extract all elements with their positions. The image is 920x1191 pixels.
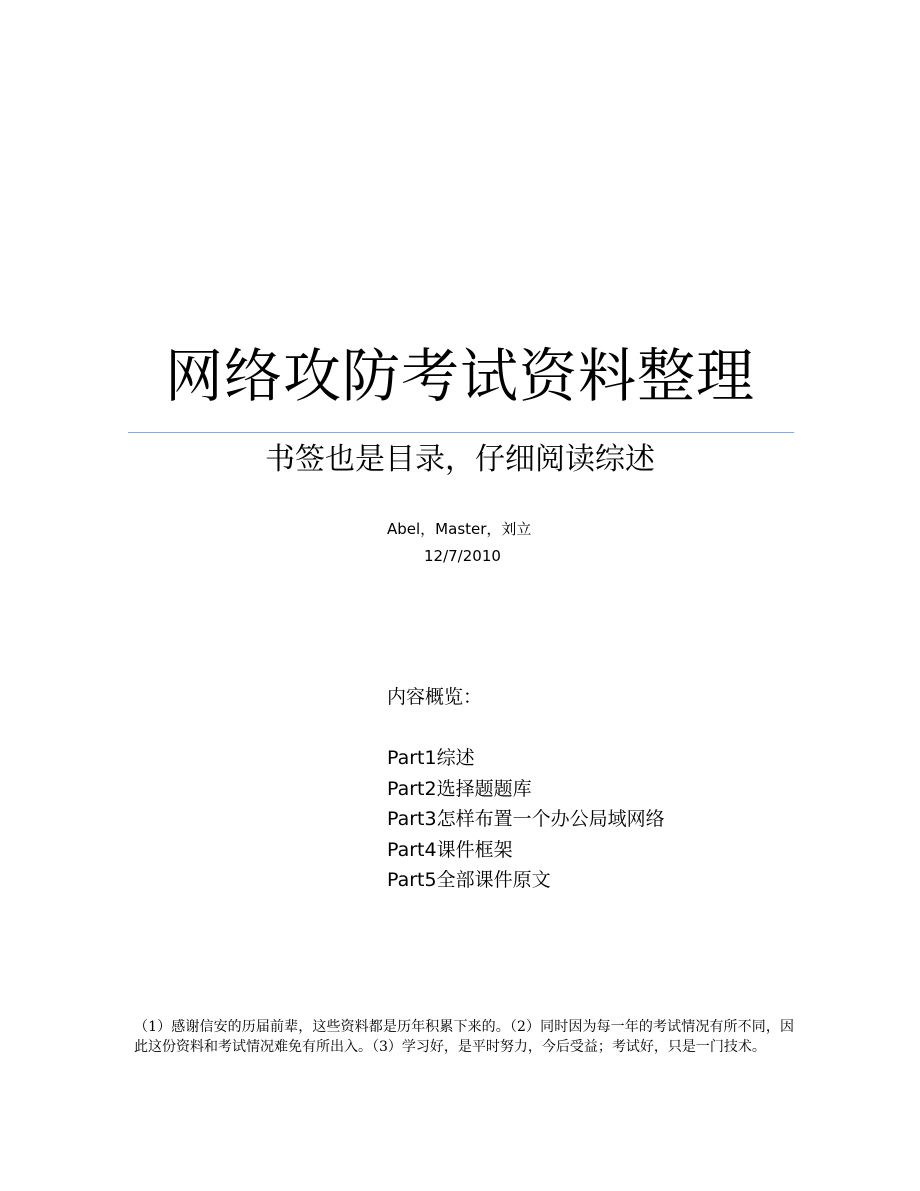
- overview-item-text: 怎样布置一个办公局域网络: [436, 808, 665, 830]
- overview-item-part1: [387, 743, 665, 774]
- overview-item-text: 综述: [436, 747, 475, 769]
- overview-item-text: 全部课件原文: [436, 869, 551, 891]
- document-authors: Abel，Master，刘立: [387, 520, 532, 538]
- overview-item-part-label: Part5: [387, 869, 437, 891]
- overview-item-part-label: Part1: [387, 747, 437, 769]
- document-date: 12/7/2010: [424, 547, 501, 565]
- overview-list: [387, 743, 665, 896]
- document-title: 网络攻防考试资料整理: [164, 342, 755, 410]
- overview-item-part5: [387, 865, 665, 896]
- overview-item-part2: [387, 774, 665, 805]
- overview-item-text: 选择题题库: [436, 777, 532, 800]
- document-subtitle: 书签也是目录，仔细阅读综述: [265, 442, 655, 477]
- overview-item-part-label: Part4: [387, 838, 437, 861]
- overview-item-part-label: Part3: [387, 808, 437, 830]
- title-divider: [128, 432, 794, 433]
- overview-heading: 内容概览：: [387, 686, 483, 708]
- overview-item-part3: [387, 804, 665, 835]
- overview-item-part4: [387, 835, 665, 866]
- overview-item-part-label: Part2: [387, 777, 437, 800]
- overview-item-text: 课件框架: [436, 838, 513, 861]
- footnote: （1）感谢信安的历届前辈，这些资料都是历年积累下来的。（2）同时因为每一年的考试情况有所不同，因此这份资料和考试情况难免有所出入。（3）学习好，是平时努力，今后受益；考试好，只是一门技术。: [134, 1019, 794, 1055]
